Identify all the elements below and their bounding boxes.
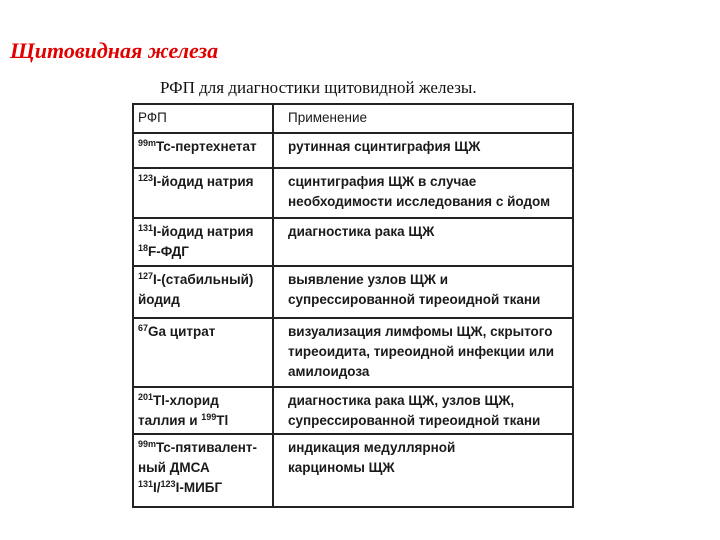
application-cell: [274, 435, 572, 507]
rfp-cell: [134, 435, 274, 507]
rfp-line: [138, 242, 268, 262]
rfp-line: [138, 172, 268, 192]
table-caption: РФП для диагностики щитовидной железы.: [160, 78, 477, 97]
table-row: [134, 317, 572, 386]
header-application: Применение: [288, 110, 368, 125]
isotope-mass-number: 123: [138, 173, 154, 183]
rfp-text: йодид: [138, 292, 180, 307]
isotope-mass-number: 99m: [138, 138, 157, 148]
rfp-text: ный ДМСА: [138, 460, 210, 475]
application-line: тиреоидита, тиреоидной инфекции или: [288, 344, 555, 359]
rfp-text: F-ФДГ: [148, 244, 189, 259]
isotope-mass-number: 131: [138, 479, 154, 489]
isotope-mass-number: 123: [160, 479, 176, 489]
rfp-text: I/: [153, 480, 161, 495]
rfp-text: I-(стабильный): [153, 272, 254, 287]
rfp-cell: [134, 219, 274, 265]
application-line: карциномы ЩЖ: [288, 460, 395, 475]
isotope-mass-number: 131: [138, 223, 154, 233]
application-line: диагностика рака ЩЖ: [288, 224, 435, 239]
application-line: амилоидоза: [288, 364, 370, 379]
application-cell: [274, 169, 572, 217]
radiopharmaceutical-table: [132, 103, 574, 508]
rfp-text: Ga цитрат: [148, 324, 216, 339]
application-cell: [274, 319, 572, 386]
rfp-text: Tl: [216, 413, 229, 428]
isotope-mass-number: 199: [201, 412, 217, 422]
page-title: Щитовидная железа: [10, 38, 219, 63]
isotope-mass-number: 67: [138, 323, 149, 333]
rfp-cell: [134, 319, 274, 386]
table-row: [134, 386, 572, 433]
application-line: супрессированной тиреоидной ткани: [288, 413, 541, 428]
rfp-line: [138, 458, 268, 478]
table-row: [134, 132, 572, 167]
rfp-line: [138, 438, 268, 458]
application-cell: [274, 134, 572, 167]
table-row: [134, 167, 572, 217]
application-line: необходимости исследования с йодом: [288, 194, 551, 209]
header-rfp: РФП: [134, 105, 274, 132]
application-line: рутинная сцинтиграфия ЩЖ: [288, 139, 481, 154]
rfp-line: [138, 391, 268, 411]
rfp-text: Tc-пятивалент-: [156, 440, 258, 455]
rfp-line: [138, 222, 268, 242]
rfp-line: [138, 137, 268, 157]
table-row: [134, 217, 572, 265]
rfp-line: [138, 322, 268, 342]
rfp-cell: [134, 267, 274, 317]
rfp-line: [138, 411, 268, 431]
rfp-text: I-йодид натрия: [153, 224, 254, 239]
rfp-line: [138, 290, 268, 310]
table-row: [134, 265, 572, 317]
rfp-text: I-йодид натрия: [153, 174, 254, 189]
rfp-line: [138, 478, 268, 498]
application-cell: [274, 267, 572, 317]
application-line: выявление узлов ЩЖ и: [288, 272, 449, 287]
application-line: супрессированной тиреоидной ткани: [288, 292, 541, 307]
rfp-cell: [134, 134, 274, 167]
rfp-text: I-МИБГ: [175, 480, 223, 495]
isotope-mass-number: 99m: [138, 439, 157, 449]
rfp-text: Tl-хлорид: [153, 393, 219, 408]
application-line: диагностика рака ЩЖ, узлов ЩЖ,: [288, 393, 515, 408]
application-line: сцинтиграфия ЩЖ в случае: [288, 174, 477, 189]
rfp-cell: [134, 388, 274, 433]
isotope-mass-number: 127: [138, 271, 154, 281]
application-cell: [274, 219, 572, 265]
rfp-text: Tc-пертехнетат: [156, 139, 257, 154]
application-cell: [274, 388, 572, 433]
application-line: визуализация лимфомы ЩЖ, скрытого: [288, 324, 553, 339]
table-header-row: [134, 105, 572, 132]
rfp-text: таллия и: [138, 413, 202, 428]
rfp-cell: [134, 169, 274, 217]
rfp-line: [138, 270, 268, 290]
table-row: [134, 433, 572, 507]
application-line: индикация медуллярной: [288, 440, 456, 455]
isotope-mass-number: 18: [138, 243, 149, 253]
isotope-mass-number: 201: [138, 392, 154, 402]
